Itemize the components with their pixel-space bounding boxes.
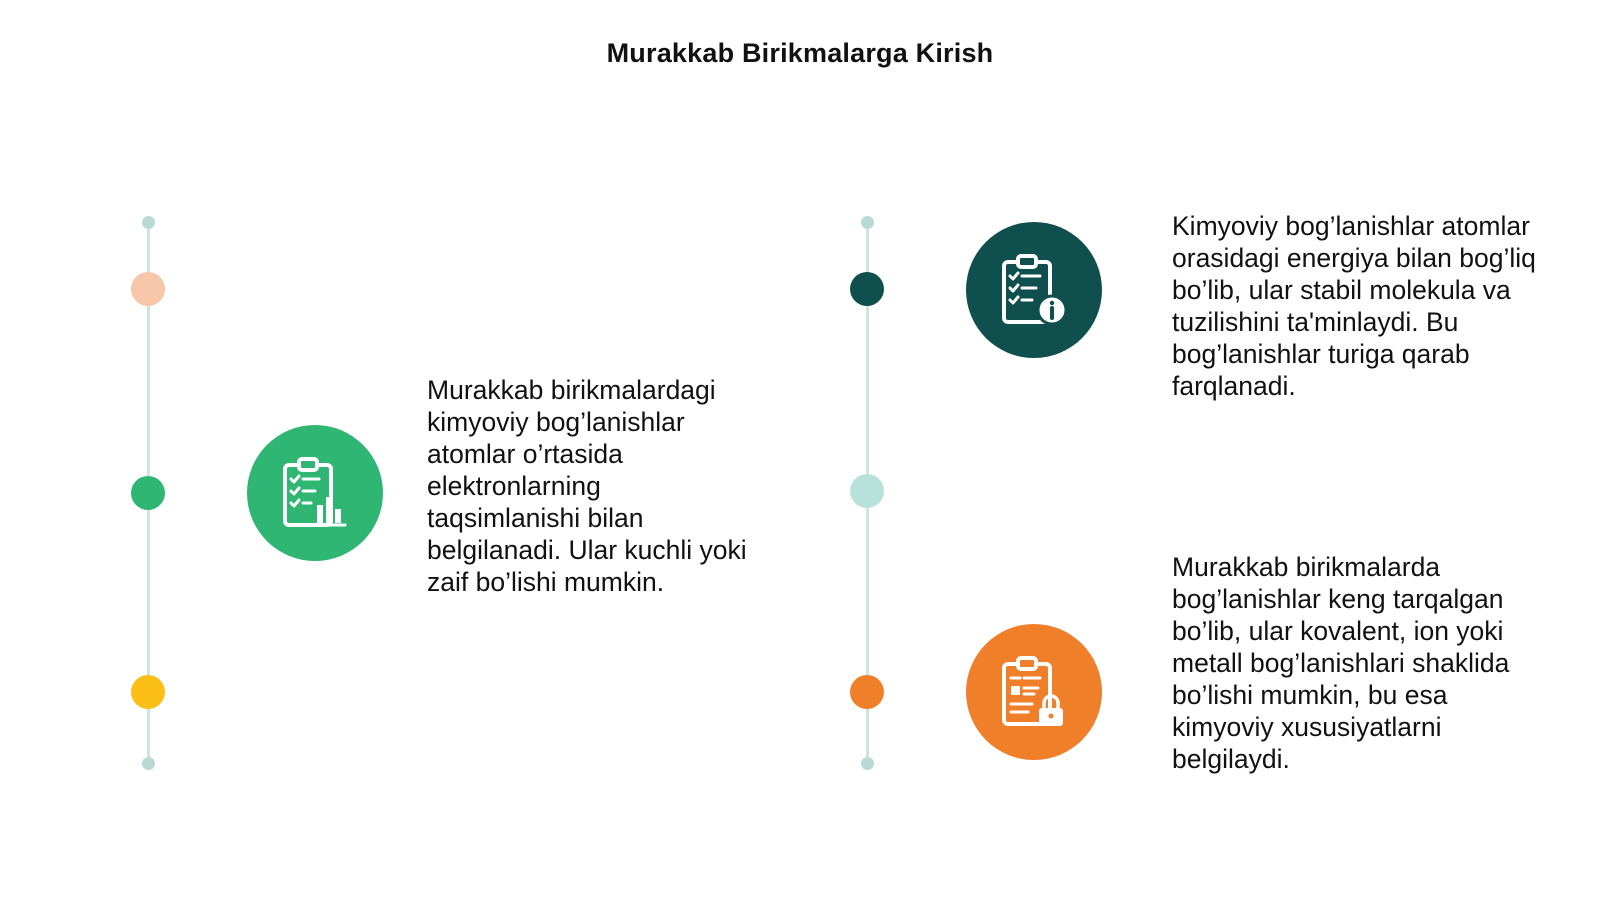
right-timeline-dot-dark-teal: [850, 272, 884, 306]
left-timeline-bottom-endcap: [142, 757, 155, 770]
clipboard-chart-icon: [247, 425, 383, 561]
right-timeline-dot-orange: [850, 675, 884, 709]
right-timeline-bottom-endcap: [861, 757, 874, 770]
right-bottom-description-text: Murakkab birikmalarda bog’lanishlar keng tarqalgan bo’lib, ular kovalent, ion yoki metall bog’lanishlari shaklida bo’lishi mumkin, bu esa kimyoviy xususiyatlarni belgilaydi.: [1172, 552, 1510, 774]
right-timeline-dot-light-teal: [850, 474, 884, 508]
clipboard-info-icon: [966, 222, 1102, 358]
left-timeline-dot-green: [131, 476, 165, 510]
left-timeline-dot-peach: [131, 272, 165, 306]
clipboard-lock-icon: [966, 624, 1102, 760]
right-top-description-text: Kimyoviy bog’lanishlar atomlar orasidagi energiya bilan bog’liq bo’lib, ular stabil molekula va tuzilishini ta'minlaydi. Bu bog’lanishlar turiga qarab farqlanadi.: [1172, 211, 1536, 401]
left-timeline-top-endcap: [142, 216, 155, 229]
left-timeline-dot-yellow: [131, 675, 165, 709]
page-title: Murakkab Birikmalarga Kirish: [606, 38, 994, 68]
left-description-text: Murakkab birikmalardagi kimyoviy bog’lanishlar atomlar o’rtasida elektronlarning taqsimlanishi bilan belgilanadi. Ular kuchli yoki zaif bo’lishi mumkin.: [427, 375, 747, 597]
right-timeline-top-endcap: [861, 216, 874, 229]
